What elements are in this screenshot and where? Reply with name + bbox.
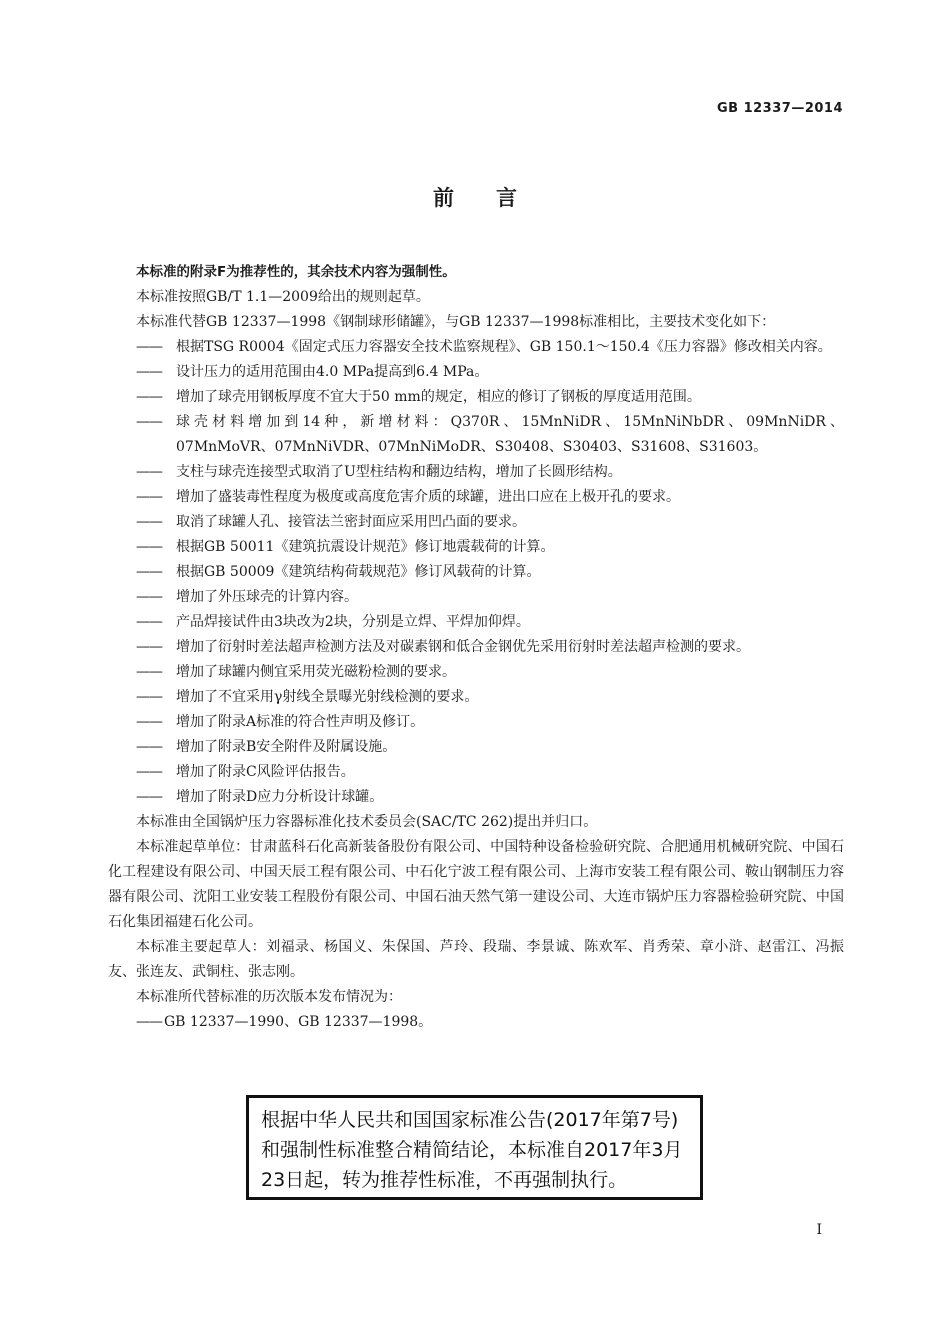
history-intro: 本标准所代替标准的历次版本发布情况为： — [136, 989, 402, 1005]
dash-marker: —— — [136, 639, 162, 655]
replacement-statement: 本标准代替GB 12337—1998《钢制球形储罐》，与GB 12337—1998标准相比，主要技术变化如下： — [136, 314, 776, 330]
list-item: —— 增加了不宜采用γ射线全景曝光射线检测的要求。 — [108, 685, 844, 710]
list-item: —— 增加了外压球壳的计算内容。 — [108, 585, 844, 610]
list-item: —— 设计压力的适用范围由4.0 MPa提高到6.4 MPa。 — [108, 360, 844, 385]
list-item: —— 取消了球罐人孔、接管法兰密封面应采用凹凸面的要求。 — [108, 510, 844, 535]
page-title: 前言 — [433, 186, 559, 210]
list-item: —— 球壳材料增加到14种，新增材料：Q370R、15MnNiDR、15MnNiNbDR、09MnNiDR、07MnMoVR、07MnNiVDR、07MnNiMoDR、S30408、S30403、S31608、S31603。 — [108, 410, 844, 460]
dash-marker: —— — [136, 514, 162, 530]
dash-marker: —— — [136, 689, 162, 705]
drafting-organizations: 本标准起草单位：甘肃蓝科石化高新装备股份有限公司、中国特种设备检验研究院、合肥通用机械研究院、中国石化工程建设有限公司、中国天辰工程有限公司、中石化宁波工程有限公司、上海市安装工程有限公司、鞍山钢制压力容器有限公司、沈阳工业安装工程股份有限公司、中国石油天然气第一建设公司、大连市锅炉压力容器检验研究院、中国石化集团福建石化公司。 — [108, 839, 844, 930]
dash-marker: —— — [136, 1014, 162, 1030]
drafters: 本标准主要起草人：刘福录、杨国义、朱保国、芦玲、段瑞、李景诚、陈欢军、肖秀荣、章小浒、赵雷江、冯振友、张连友、武铜柱、张志刚。 — [108, 939, 844, 980]
list-item: —— 增加了附录B安全附件及附属设施。 — [108, 735, 844, 760]
list-item: —— 根据GB 50009《建筑结构荷载规范》修订风载荷的计算。 — [108, 560, 844, 585]
dash-marker: —— — [136, 714, 162, 730]
page-number: I — [816, 1222, 822, 1238]
list-item: —— 产品焊接试件由3块改为2块，分别是立焊、平焊加仰焊。 — [108, 610, 844, 635]
dash-marker: —— — [136, 339, 162, 355]
history-versions: —— GB 12337—1990、GB 12337—1998。 — [108, 1010, 844, 1035]
standard-number: GB 12337—2014 — [716, 101, 843, 116]
list-item: —— 根据TSG R0004《固定式压力容器安全技术监察规程》、GB 150.1～150.4《压力容器》修改相关内容。 — [108, 335, 844, 360]
dash-marker: —— — [136, 664, 162, 680]
status-notice-stamp: 根据中华人民共和国国家标准公告(2017年第7号)和强制性标准整合精简结论，本标准自2017年3月23日起，转为推荐性标准，不再强制执行。 — [246, 1095, 703, 1200]
list-item: —— 增加了附录A标准的符合性声明及修订。 — [108, 710, 844, 735]
foreword-body — [108, 260, 844, 1035]
dash-marker: —— — [136, 464, 162, 480]
list-item: —— 根据GB 50011《建筑抗震设计规范》修订地震载荷的计算。 — [108, 535, 844, 560]
proposer-statement: 本标准由全国锅炉压力容器标准化技术委员会(SAC/TC 262)提出并归口。 — [136, 814, 598, 830]
list-item: —— 增加了附录C风险评估报告。 — [108, 760, 844, 785]
dash-marker: —— — [136, 589, 162, 605]
dash-marker: —— — [136, 364, 162, 380]
list-item: —— 增加了附录D应力分析设计球罐。 — [108, 785, 844, 810]
dash-marker: —— — [136, 764, 162, 780]
dash-marker: —— — [136, 414, 162, 430]
list-item: —— 增加了球罐内侧宜采用荧光磁粉检测的要求。 — [108, 660, 844, 685]
dash-marker: —— — [136, 614, 162, 630]
dash-marker: —— — [136, 564, 162, 580]
dash-marker: —— — [136, 489, 162, 505]
list-item: —— 增加了衍射时差法超声检测方法及对碳素钢和低合金钢优先采用衍射时差法超声检测的要求。 — [108, 635, 844, 660]
list-item: —— 增加了球壳用钢板厚度不宜大于50 mm的规定，相应的修订了钢板的厚度适用范围。 — [108, 385, 844, 410]
dash-marker: —— — [136, 389, 162, 405]
list-item: —— 增加了盛装毒性程度为极度或高度危害介质的球罐，进出口应在上极开孔的要求。 — [108, 485, 844, 510]
dash-marker: —— — [136, 789, 162, 805]
drafting-rules: 本标准按照GB/T 1.1—2009给出的规则起草。 — [136, 289, 430, 305]
normative-statement: 本标准的附录F为推荐性的，其余技术内容为强制性。 — [136, 264, 456, 280]
list-item: —— 支柱与球壳连接型式取消了U型柱结构和翻边结构，增加了长圆形结构。 — [108, 460, 844, 485]
changes-list — [108, 335, 844, 810]
dash-marker: —— — [136, 739, 162, 755]
dash-marker: —— — [136, 539, 162, 555]
